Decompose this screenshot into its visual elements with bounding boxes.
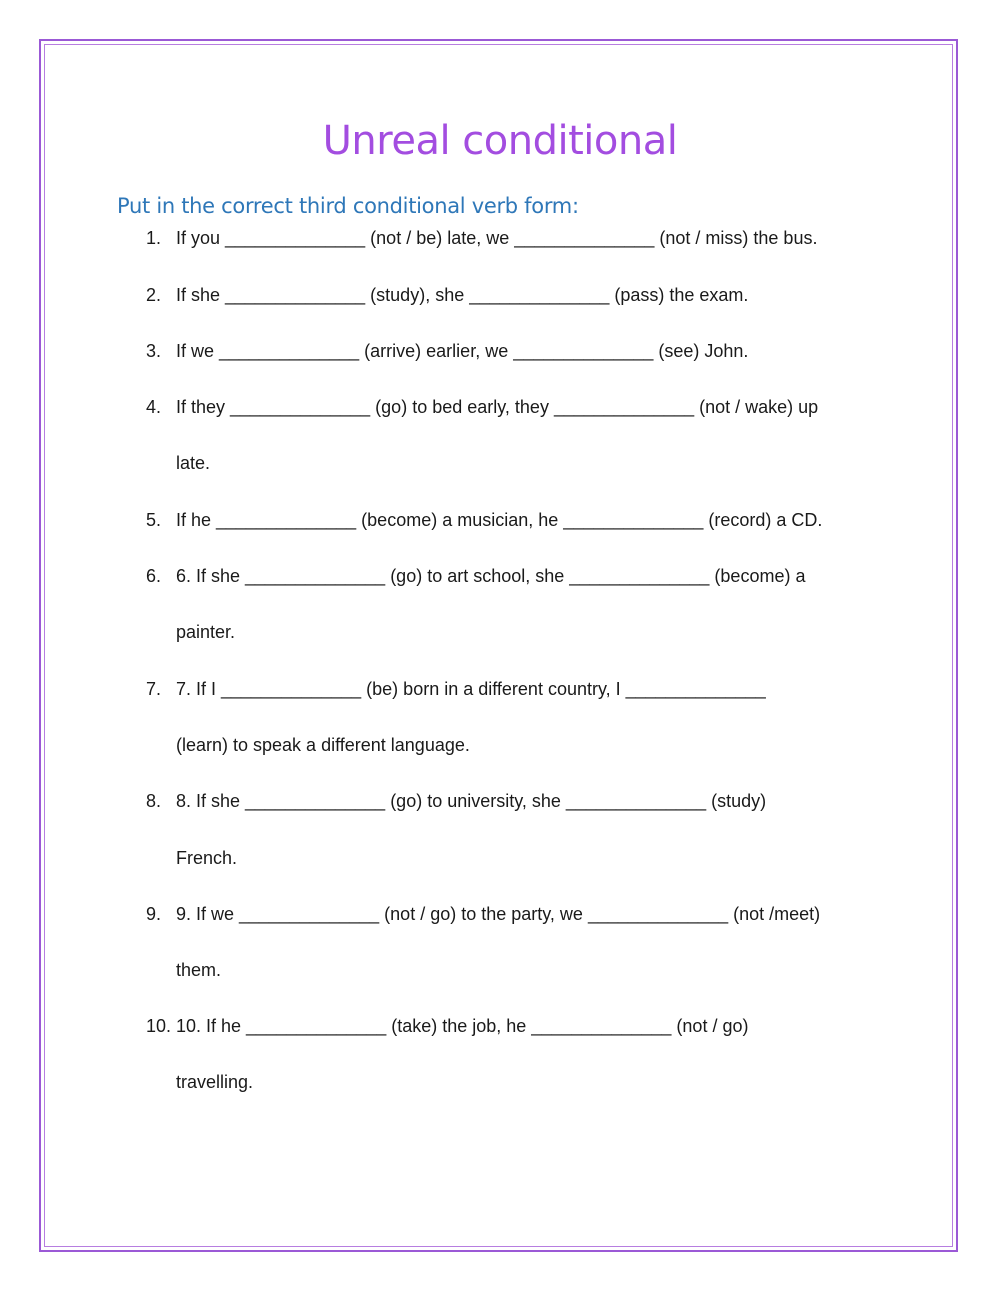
exercise-line: If he ______________ (become) a musician, he ______________ (record) a CD. — [176, 510, 823, 530]
exercise-line: If she ______________ (study), she ______________ (pass) the exam. — [176, 285, 749, 305]
item-number: 8. — [146, 791, 162, 811]
exercise-line: 6. If she ______________ (go) to art school, she ______________ (become) a — [176, 566, 806, 586]
exercise-line: If we ______________ (arrive) earlier, we ______________ (see) John. — [176, 341, 749, 361]
exercise-line-continued: French. — [176, 848, 238, 868]
item-number: 5. — [146, 510, 162, 530]
item-number: 3. — [146, 341, 162, 361]
page-border-inner — [44, 44, 953, 1247]
exercise-line: 7. If I ______________ (be) born in a different country, I ______________ — [176, 679, 766, 699]
item-number: 7. — [146, 679, 162, 699]
item-number: 6. — [146, 566, 162, 586]
item-number: 9. — [146, 904, 162, 924]
exercise-line: If they ______________ (go) to bed early, they ______________ (not / wake) up — [176, 397, 819, 417]
item-number: 10. — [146, 1016, 172, 1036]
exercise-line-continued: them. — [176, 960, 222, 980]
item-number: 4. — [146, 397, 162, 417]
exercise-line: 8. If she ______________ (go) to university, she ______________ (study) — [176, 791, 767, 811]
exercise-line: 9. If we ______________ (not / go) to the party, we ______________ (not /meet) — [176, 904, 821, 924]
item-number: 2. — [146, 285, 162, 305]
exercise-line-continued: painter. — [176, 622, 236, 642]
exercise-line-continued: travelling. — [176, 1072, 254, 1092]
exercise-line-continued: (learn) to speak a different language. — [176, 735, 470, 755]
worksheet-instruction: Put in the correct third conditional verb form: — [117, 194, 579, 218]
exercise-line: 10. If he ______________ (take) the job, he ______________ (not / go) — [176, 1016, 749, 1036]
item-number: 1. — [146, 228, 162, 248]
exercise-line-continued: late. — [176, 453, 211, 473]
worksheet-title: Unreal conditional — [322, 118, 678, 164]
exercise-line: If you ______________ (not / be) late, we ______________ (not / miss) the bus. — [176, 228, 818, 248]
